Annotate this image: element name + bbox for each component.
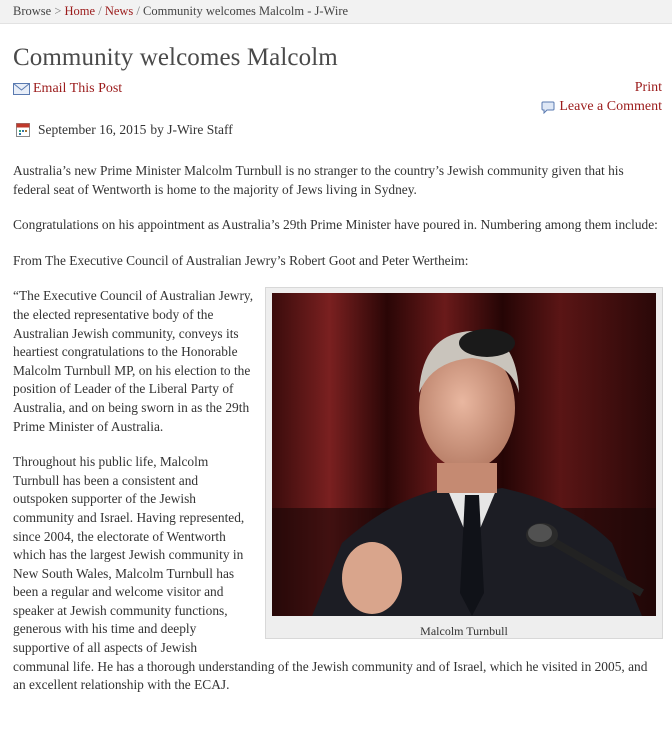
leave-comment-label: Leave a Comment <box>559 99 662 114</box>
post-date: September 16, 2015 <box>38 122 147 137</box>
breadcrumb-news-link[interactable]: News <box>104 4 134 18</box>
print-link[interactable]: Print <box>634 80 662 95</box>
post-meta <box>16 122 233 138</box>
breadcrumb-current: Community welcomes Malcolm - J-Wire <box>143 4 349 18</box>
article-paragraph: Throughout his public life, Malcolm Turnbull has been a consistent and outspoken supporter of the Jewish community and Israel. Having represented, since 2004, the electorate of Wentworth which has the largest Jewish community in New South Wales, Malcolm Turnbull has been a regular and welcome visitor and speaker at Jewish community functions, generous with his time and deeply supportive of all aspects of Jewish communal life. He has a thorough understanding of the Jewish community and of Israel, which he visited in 2005, and an excellent relationship with the ECAJ. <box>13 454 648 693</box>
portrait-image <box>272 293 656 616</box>
article-paragraph: Congratulations on his appointment as Australia’s 29th Prime Minister have poured in. Numbering among them include: <box>13 217 658 233</box>
calendar-icon <box>16 123 30 137</box>
article-paragraph: “The Executive Council of Australian Jewry, the elected representative body of the Australian Jewish community, conveys its heartiest congratulations to the Honorable Malcolm Turnbull MP, on his election to the position of Leader of the Liberal Party of Australia, and on being sworn in as the 29th Prime Minister of Australia. <box>13 288 254 434</box>
speech-bubble-icon <box>541 101 555 114</box>
article-paragraph: Australia’s new Prime Minister Malcolm Turnbull is no stranger to the country’s Jewish community given that his federal seat of Wentworth is home to the majority of Jews living in Sydney. <box>13 163 624 197</box>
email-post-link[interactable] <box>13 81 122 97</box>
page-title: Community welcomes Malcolm <box>13 44 338 71</box>
email-post-label: Email This Post <box>33 81 123 96</box>
article-body <box>13 162 663 712</box>
breadcrumb-home-link[interactable]: Home <box>64 4 96 18</box>
leave-comment-link[interactable] <box>541 99 662 115</box>
envelope-icon <box>13 83 30 95</box>
breadcrumb-separator: > <box>54 4 62 18</box>
breadcrumb-separator: / <box>98 4 102 18</box>
breadcrumb-separator: / <box>136 4 140 18</box>
breadcrumb-browse: Browse <box>13 4 52 18</box>
article-photo <box>272 293 656 616</box>
post-author: by J-Wire Staff <box>150 122 233 137</box>
article-paragraph: From The Executive Council of Australian Jewry’s Robert Goot and Peter Wertheim: <box>13 252 469 268</box>
article-figure <box>265 287 663 639</box>
figure-caption: Malcolm Turnbull <box>420 624 508 639</box>
breadcrumb <box>0 0 672 24</box>
